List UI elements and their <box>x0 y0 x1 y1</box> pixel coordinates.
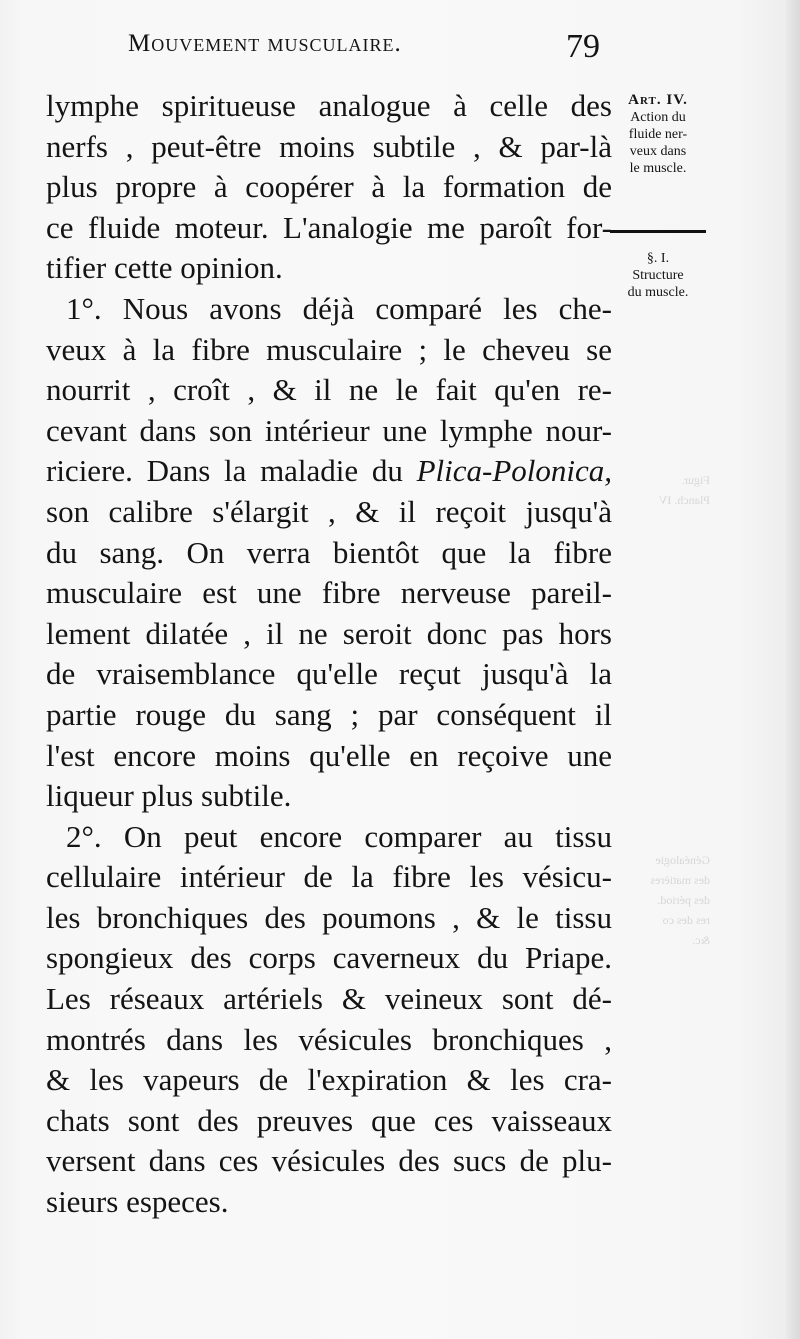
text-line: tifier cette opinion. <box>46 250 283 286</box>
margin-note-line: veux dans <box>629 144 687 159</box>
text-line: Les réseaux artériels & veineux sont dé- <box>46 981 612 1017</box>
margin-note-line: Action du <box>630 110 686 125</box>
text-line: cellulaire intérieur de la fibre les vésicu- <box>46 859 612 895</box>
text-line: spongieux des corps caverneux du Priape. <box>46 940 612 976</box>
text-line: veux à la fibre musculaire ; le cheveu se <box>46 331 612 367</box>
text-line: montrés dans les vésicules bronchiques , <box>46 1021 612 1057</box>
text-fragment: riciere. Dans la maladie du <box>46 453 403 489</box>
text-line: ce fluide moteur. L'analogie me paroît for- <box>46 209 612 245</box>
margin-note-line: Art. IV. <box>628 92 688 108</box>
bleed-line: res des co <box>662 913 710 927</box>
margin-note-line: du muscle. <box>627 285 689 300</box>
text-line: versent dans ces vésicules des sucs de plu- <box>46 1143 612 1179</box>
bleed-line: des périod. <box>657 893 710 907</box>
text-line: de vraisemblance qu'elle reçut jusqu'à la <box>46 656 612 692</box>
bleed-through-text <box>620 470 710 990</box>
text-line: l'est encore moins qu'elle en reçoive une <box>46 737 612 773</box>
bleed-line: Figur. <box>681 473 710 487</box>
text-line: 1°. Nous avons déjà comparé les che- <box>66 290 612 326</box>
margin-note-line: Structure <box>632 268 684 283</box>
running-title: Mouvement musculaire. <box>128 30 402 57</box>
text-line: partie rouge du sang ; par conséquent il <box>46 696 612 732</box>
text-line: cevant dans son intérieur une lymphe nour- <box>46 412 612 448</box>
bleed-line: &c. <box>692 933 710 947</box>
margin-note-section <box>606 250 710 301</box>
text-line: lymphe spiritueuse analogue à celle des <box>46 88 612 123</box>
text-line: lement dilatée , il ne seroit donc pas hors <box>46 615 612 651</box>
margin-note-line: fluide ner- <box>628 127 688 142</box>
text-line: nourrit , croît , & il ne le fait qu'en re- <box>46 372 612 408</box>
text-line: & les vapeurs de l'expiration & les cra- <box>46 1062 612 1098</box>
body-text <box>46 86 612 1223</box>
text-line: chats sont des preuves que ces vaisseaux <box>46 1102 612 1138</box>
text-line: 2°. On peut encore comparer au tissu <box>66 818 612 854</box>
page-edge-shadow <box>786 0 800 1339</box>
text-line: les bronchiques des poumons , & le tissu <box>46 899 612 935</box>
text-line: nerfs , peut-être moins subtile , & par-là <box>46 128 612 164</box>
margin-note-article <box>606 92 710 177</box>
margin-note-line: le muscle. <box>629 161 687 176</box>
text-line: sieurs especes. <box>46 1184 229 1220</box>
margin-rule <box>610 230 706 233</box>
text-line: son calibre s'élargit , & il reçoit jusqu'à <box>46 493 612 529</box>
text-line: plus propre à coopérer à la formation de <box>46 169 612 205</box>
bleed-line: Généalogie <box>655 853 710 867</box>
page-number: 79 <box>566 28 600 65</box>
bleed-line: Planch. IV <box>658 493 710 507</box>
bleed-line: des matières <box>650 873 710 887</box>
text-line: liqueur plus subtile. <box>46 778 292 814</box>
text-line-with-italic <box>46 451 612 492</box>
margin-note-line: §. I. <box>646 251 670 266</box>
text-line: musculaire est une fibre nerveuse pareil- <box>46 575 612 611</box>
text-line: du sang. On verra bientôt que la fibre <box>46 534 612 570</box>
italic-term: Plica-Polonica, <box>416 453 612 489</box>
